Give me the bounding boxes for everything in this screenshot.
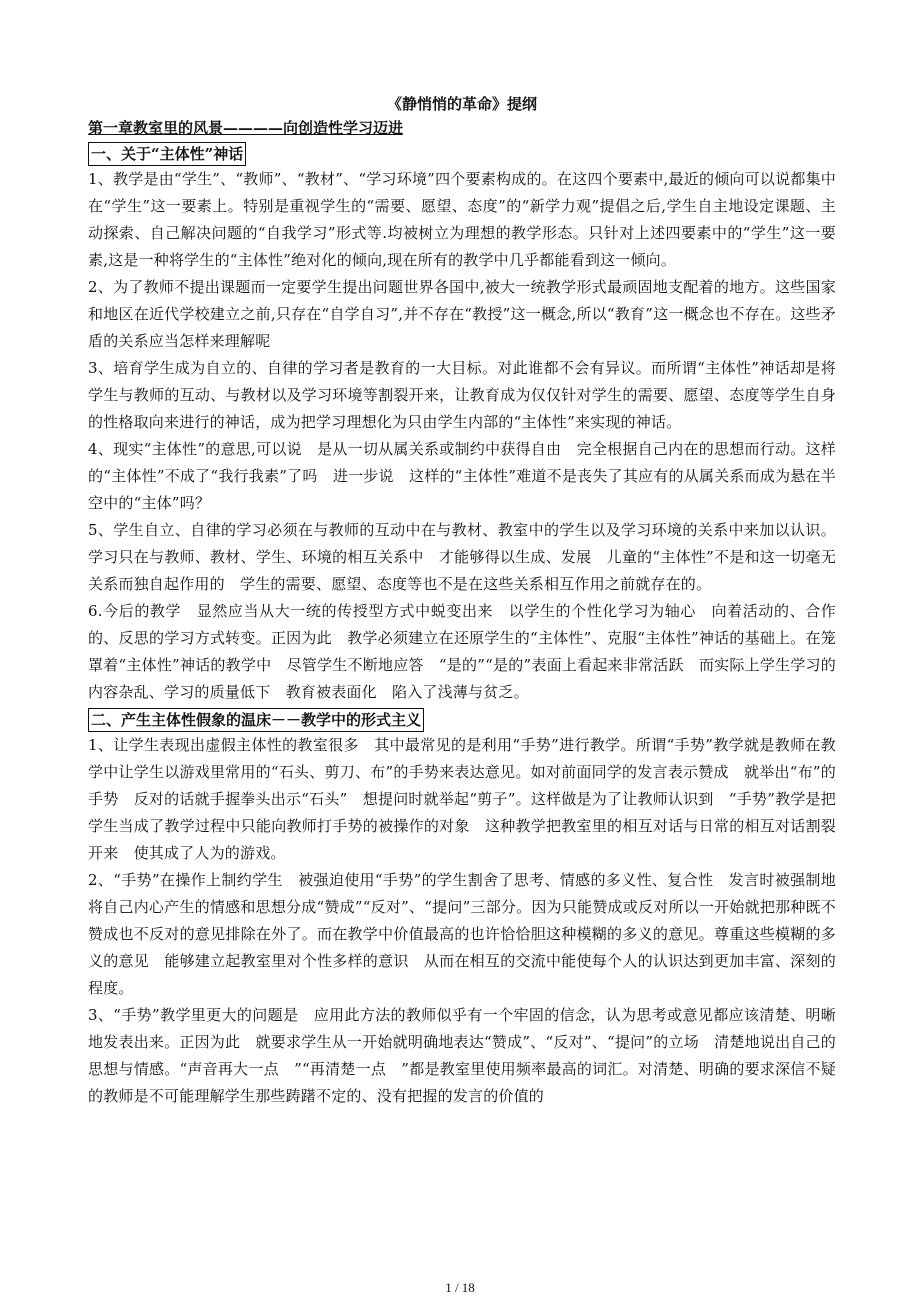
paragraph: 1、教学是由“学生”、“教师”、“教材”、“学习环境”四个要素构成的。在这四个要素中,最近的倾向可以说都集中在“学生”这一要素上。特别是重视学生的“需要、愿望、态度”的“新学力观”提倡之后,学生自主地设定课题、主动探索、自己解决问题的“自我学习”形式等.均被树立为理想的教学形态。只针对上述四要素中的“学生”这一要素,这是一种将学生的“主体性”绝对化的倾向,现在所有的教学中几乎都能看到这一倾向。 bbox=[88, 170, 836, 269]
paragraph: 1、让学生表现出虚假主体性的教室很多 其中最常见的是利用“手势”进行教学。所谓“手势”教学就是教师在教学中让学生以游戏里常用的“石头、剪刀、布”的手势来表达意见。如对前面同学的发言表示赞成 就举出“布”的手势 反对的话就手握拳头出示“石头” 想提问时就举起“剪子”。这样做是为了让教师认识到 “手势”教学是把学生当成了教学过程中只能向教师打手势的被操作的对象 这种教学把教室里的相互对话与日常的相互对话割裂开来 使其成了人为的游戏。 bbox=[88, 736, 836, 862]
paragraph: 2、为了教师不提出课题而一定要学生提出问题世界各国中,被大一统教学形式最顽固地支配着的地方。这些国家和地区在近代学校建立之前,只存在“自学自习”,并不存在“教授”这一概念,所以“教育”这一概念也不存在。这些矛盾的关系应当怎样来理解呢 bbox=[88, 278, 836, 350]
chapter-heading bbox=[88, 116, 836, 140]
chapter-title: 第一章教室里的风景————向创造性学习迈进 bbox=[88, 119, 404, 137]
paragraph: 6.今后的教学 显然应当从大一统的传授型方式中蜕变出来 以学生的个性化学习为轴心 向着活动的、合作的、反思的学习方式转变。正因为此 教学必须建立在还原学生的“主体性”、克服“主体性”神话的基础上。在笼罩着“主体性”神话的教学中 尽管学生不断地应答 “是的”“是的”表面上看起来非常活跃 而实际上学生学习的内容杂乱、学习的质量低下 教育被表面化 陷入了浅薄与贫乏。 bbox=[88, 602, 836, 701]
paragraph: 3、培育学生成为自立的、自律的学习者是教育的一大目标。对此谁都不会有异议。而所谓“主体性”神话却是将学生与教师的互动、与教材以及学习环境等割裂开来，让教育成为仅仅针对学生的需要、愿望、态度等学生自身的性格取向来进行的神话，成为把学习理想化为只由学生内部的“主体性”来实现的神话。 bbox=[88, 359, 836, 431]
paragraph: 3、“手势”教学里更大的问题是 应用此方法的教师似乎有一个牢固的信念，认为思考或意见都应该清楚、明晰地发表出来。正因为此 就要求学生从一开始就明确地表达“赞成”、“反对”、“提问”的立场 清楚地说出自己的思想与情感。“声音再大一点 ”“再清楚一点 ”都是教室里使用频率最高的词汇。对清楚、明确的要求深信不疑的教师是不可能理解学生那些踌躇不定的、没有把握的发言的价值的 bbox=[88, 1006, 836, 1105]
section-heading: 二、产生主体性假象的温床－－教学中的形式主义 bbox=[88, 708, 424, 732]
document-page bbox=[88, 92, 836, 1110]
section-heading: 一、关于“主体性”神话 bbox=[88, 142, 246, 166]
section-1 bbox=[88, 140, 836, 706]
document-title: 《静悄悄的革命》提纲 bbox=[386, 95, 537, 113]
paragraph: 4、现实“主体性”的意思,可以说 是从一切从属关系或制约中获得自由 完全根据自己内在的思想而行动。这样的“主体性”不成了“我行我素”了吗 进一步说 这样的“主体性”难道不是丧失了其应有的从属关系而成为悬在半空中的“主体”吗？ bbox=[88, 440, 836, 512]
paragraph: 5、学生自立、自律的学习必须在与教师的互动中在与教材、教室中的学生以及学习环境的关系中来加以认识。学习只在与教师、教材、学生、环境的相互关系中 才能够得以生成、发展 儿童的“主体性”不是和这一切毫无关系而独自起作用的 学生的需要、愿望、态度等也不是在这些关系相互作用之前就存在的。 bbox=[88, 521, 836, 593]
paragraph: 2、“手势”在操作上制约学生 被强迫使用“手势”的学生割舍了思考、情感的多义性、复合性 发言时被强制地将自己内心产生的情感和思想分成“赞成”“反对”、“提问”三部分。因为只能赞成或反对所以一开始就把那种既不赞成也不反对的意见排除在外了。而在教学中价值最高的也许恰恰胆这种模糊的多义的意见。尊重这些模糊的多义的意见 能够建立起教室里对个性多样的意识 从而在相互的交流中能使每个人的认识达到更加丰富、深刻的程度。 bbox=[88, 871, 836, 997]
section-2 bbox=[88, 706, 836, 1110]
page-number: 1 / 18 bbox=[445, 1280, 475, 1295]
